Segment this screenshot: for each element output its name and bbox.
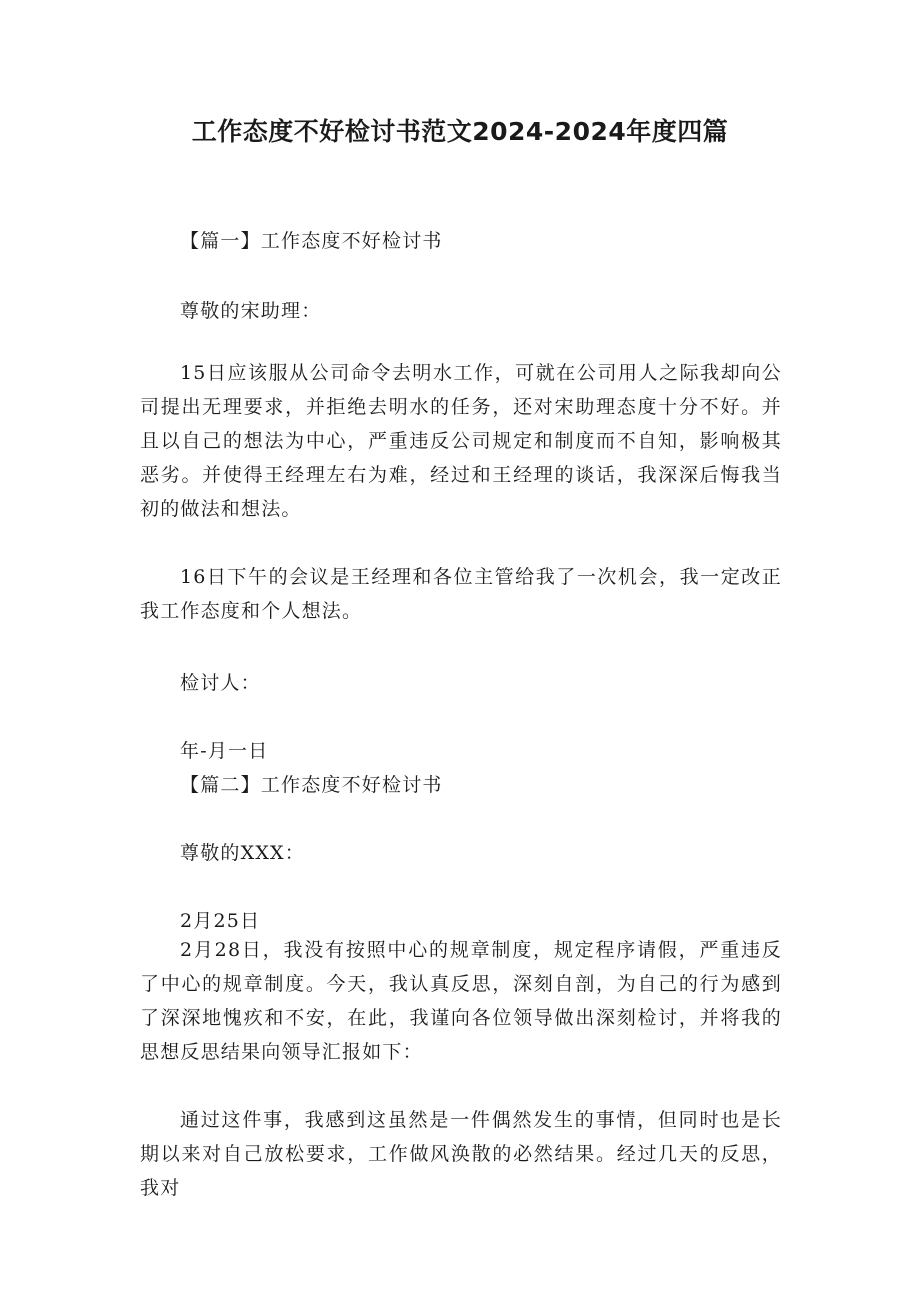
section2-date-line: 2月25日 [180,910,261,932]
section2-paragraph-1: 2月28日，我没有按照中心的规章制度，规定程序请假，严重违反了中心的规章制度。今天，我认真反思，深刻自剖，为自己的行为感到了深深地愧疚和不安，在此，我谨向各位领导做出深刻检讨，并将我的思想反思结果向领导汇报如下： [140,939,782,1063]
section2-paragraph-2: 通过这件事，我感到这虽然是一件偶然发生的事情，但同时也是长期以来对自己放松要求，工作做风涣散的必然结果。经过几天的反思，我对 [140,1109,782,1199]
section2-heading: 【篇二】工作态度不好检讨书 [180,774,443,796]
section1-heading: 【篇一】工作态度不好检讨书 [180,230,443,252]
section1-signature: 检讨人： [180,672,261,694]
section1-salutation: 尊敬的宋助理： [180,300,322,322]
section1-paragraph-1: 15日应该服从公司命令去明水工作，可就在公司用人之际我却向公司提出无理要求，并拒绝去明水的任务，还对宋助理态度十分不好。并且以自己的想法为中心，严重违反公司规定和制度而不自知，影响极其恶劣。并使得王经理左右为难，经过和王经理的谈话，我深深后悔我当初的做法和想法。 [140,362,782,520]
section1-date: 年-月一日 [180,740,269,762]
section2-salutation: 尊敬的XXX： [180,842,305,864]
document-title: 工作态度不好检讨书范文2024-2024年度四篇 [191,117,729,146]
section1-paragraph-2: 16日下午的会议是王经理和各位主管给我了一次机会，我一定改正我工作态度和个人想法。 [140,566,782,622]
